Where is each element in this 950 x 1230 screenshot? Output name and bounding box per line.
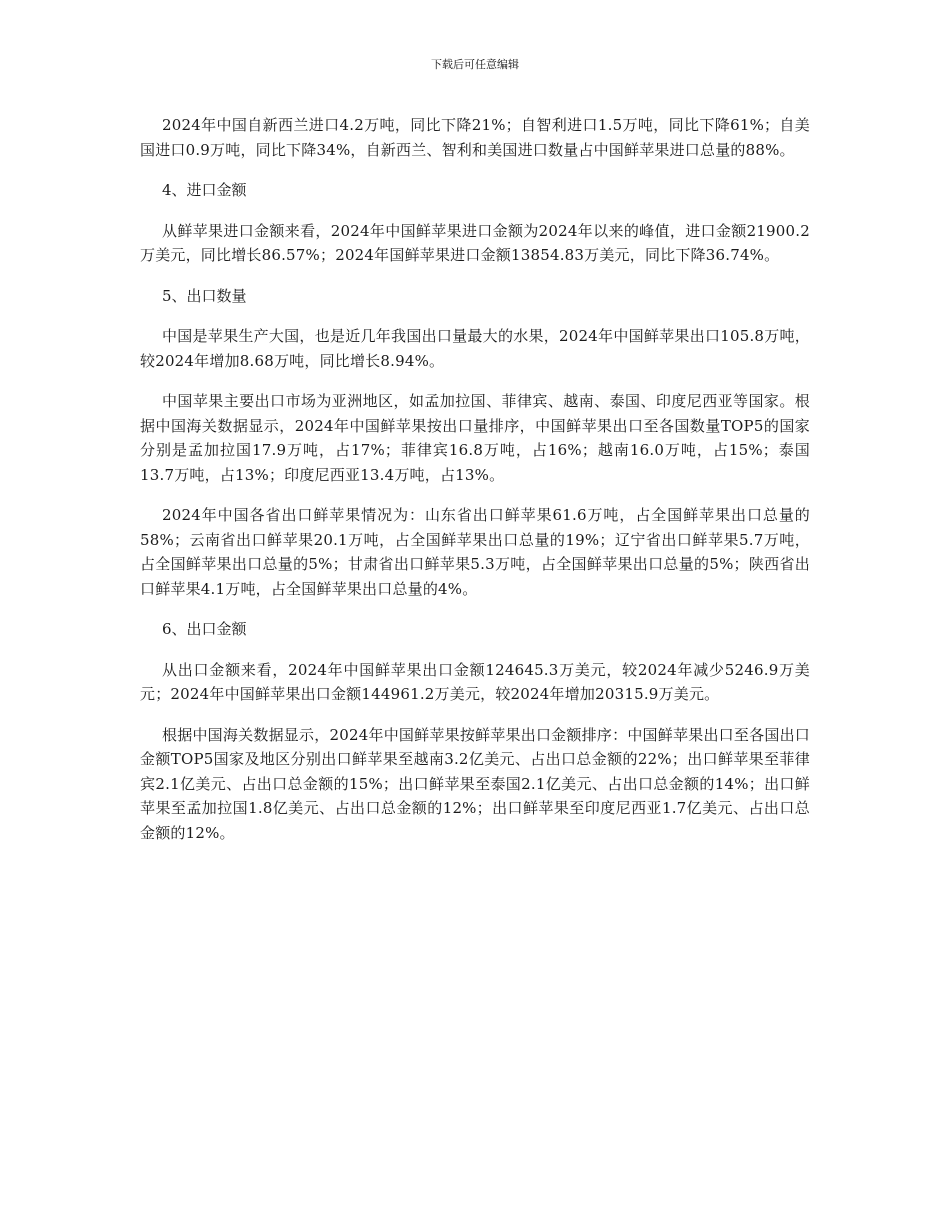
page-header: 下载后可任意编辑 (431, 58, 519, 71)
document-body (140, 113, 810, 861)
section-heading-export-value: 6、出口金额 (162, 620, 247, 638)
paragraph-export-volume: 中国是苹果生产大国，也是近几年我国出口量最大的水果，2024年中国鲜苹果出口105.8万吨，较2024年增加8.68万吨，同比增长8.94%。 (140, 327, 810, 370)
paragraph-export-provinces: 2024年中国各省出口鲜苹果情况为：山东省出口鲜苹果61.6万吨，占全国鲜苹果出口总量的58%；云南省出口鲜苹果20.1万吨，占全国鲜苹果出口总量的19%；辽宁省出口鲜苹果5.7万吨，占全国鲜苹果出口总量的5%；甘肃省出口鲜苹果5.3万吨，占全国鲜苹果出口总量的5%；陕西省出口鲜苹果4.1万吨，占全国鲜苹果出口总量的4%。 (140, 506, 810, 598)
paragraph-export-value: 从出口金额来看，2024年中国鲜苹果出口金额124645.3万美元，较2024年减少5246.9万美元；2024年中国鲜苹果出口金额144961.2万美元，较2024年增加20315.9万美元。 (140, 660, 810, 703)
section-heading-import-value: 4、进口金额 (162, 181, 247, 199)
paragraph-export-value-ranking: 根据中国海关数据显示，2024年中国鲜苹果按鲜苹果出口金额排序：中国鲜苹果出口至各国出口金额TOP5国家及地区分别出口鲜苹果至越南3.2亿美元、占出口总金额的22%；出口鲜苹果至菲律宾2.1亿美元、占出口总金额的15%；出口鲜苹果至泰国2.1亿美元、占出口总金额的14%；出口鲜苹果至孟加拉国1.8亿美元、占出口总金额的12%；出口鲜苹果至印度尼西亚1.7亿美元、占出口总金额的12%。 (140, 725, 810, 842)
paragraph-import-origins: 2024年中国自新西兰进口4.2万吨，同比下降21%；自智利进口1.5万吨，同比下降61%；自美国进口0.9万吨，同比下降34%，自新西兰、智利和美国进口数量占中国鲜苹果进口总量的88%。 (140, 116, 810, 159)
paragraph-export-markets: 中国苹果主要出口市场为亚洲地区，如孟加拉国、菲律宾、越南、泰国、印度尼西亚等国家。根据中国海关数据显示，2024年中国鲜苹果按出口量排序，中国鲜苹果出口至各国数量TOP5的国家分别是孟加拉国17.9万吨，占17%；菲律宾16.8万吨，占16%；越南16.0万吨，占15%；泰国13.7万吨，占13%；印度尼西亚13.4万吨，占13%。 (140, 392, 810, 484)
section-heading-export-volume: 5、出口数量 (162, 286, 247, 305)
paragraph-import-value: 从鲜苹果进口金额来看，2024年中国鲜苹果进口金额为2024年以来的峰值，进口金额21900.2万美元，同比增长86.57%；2024年国鲜苹果进口金额13854.83万美元，同比下降36.74%。 (140, 221, 810, 264)
